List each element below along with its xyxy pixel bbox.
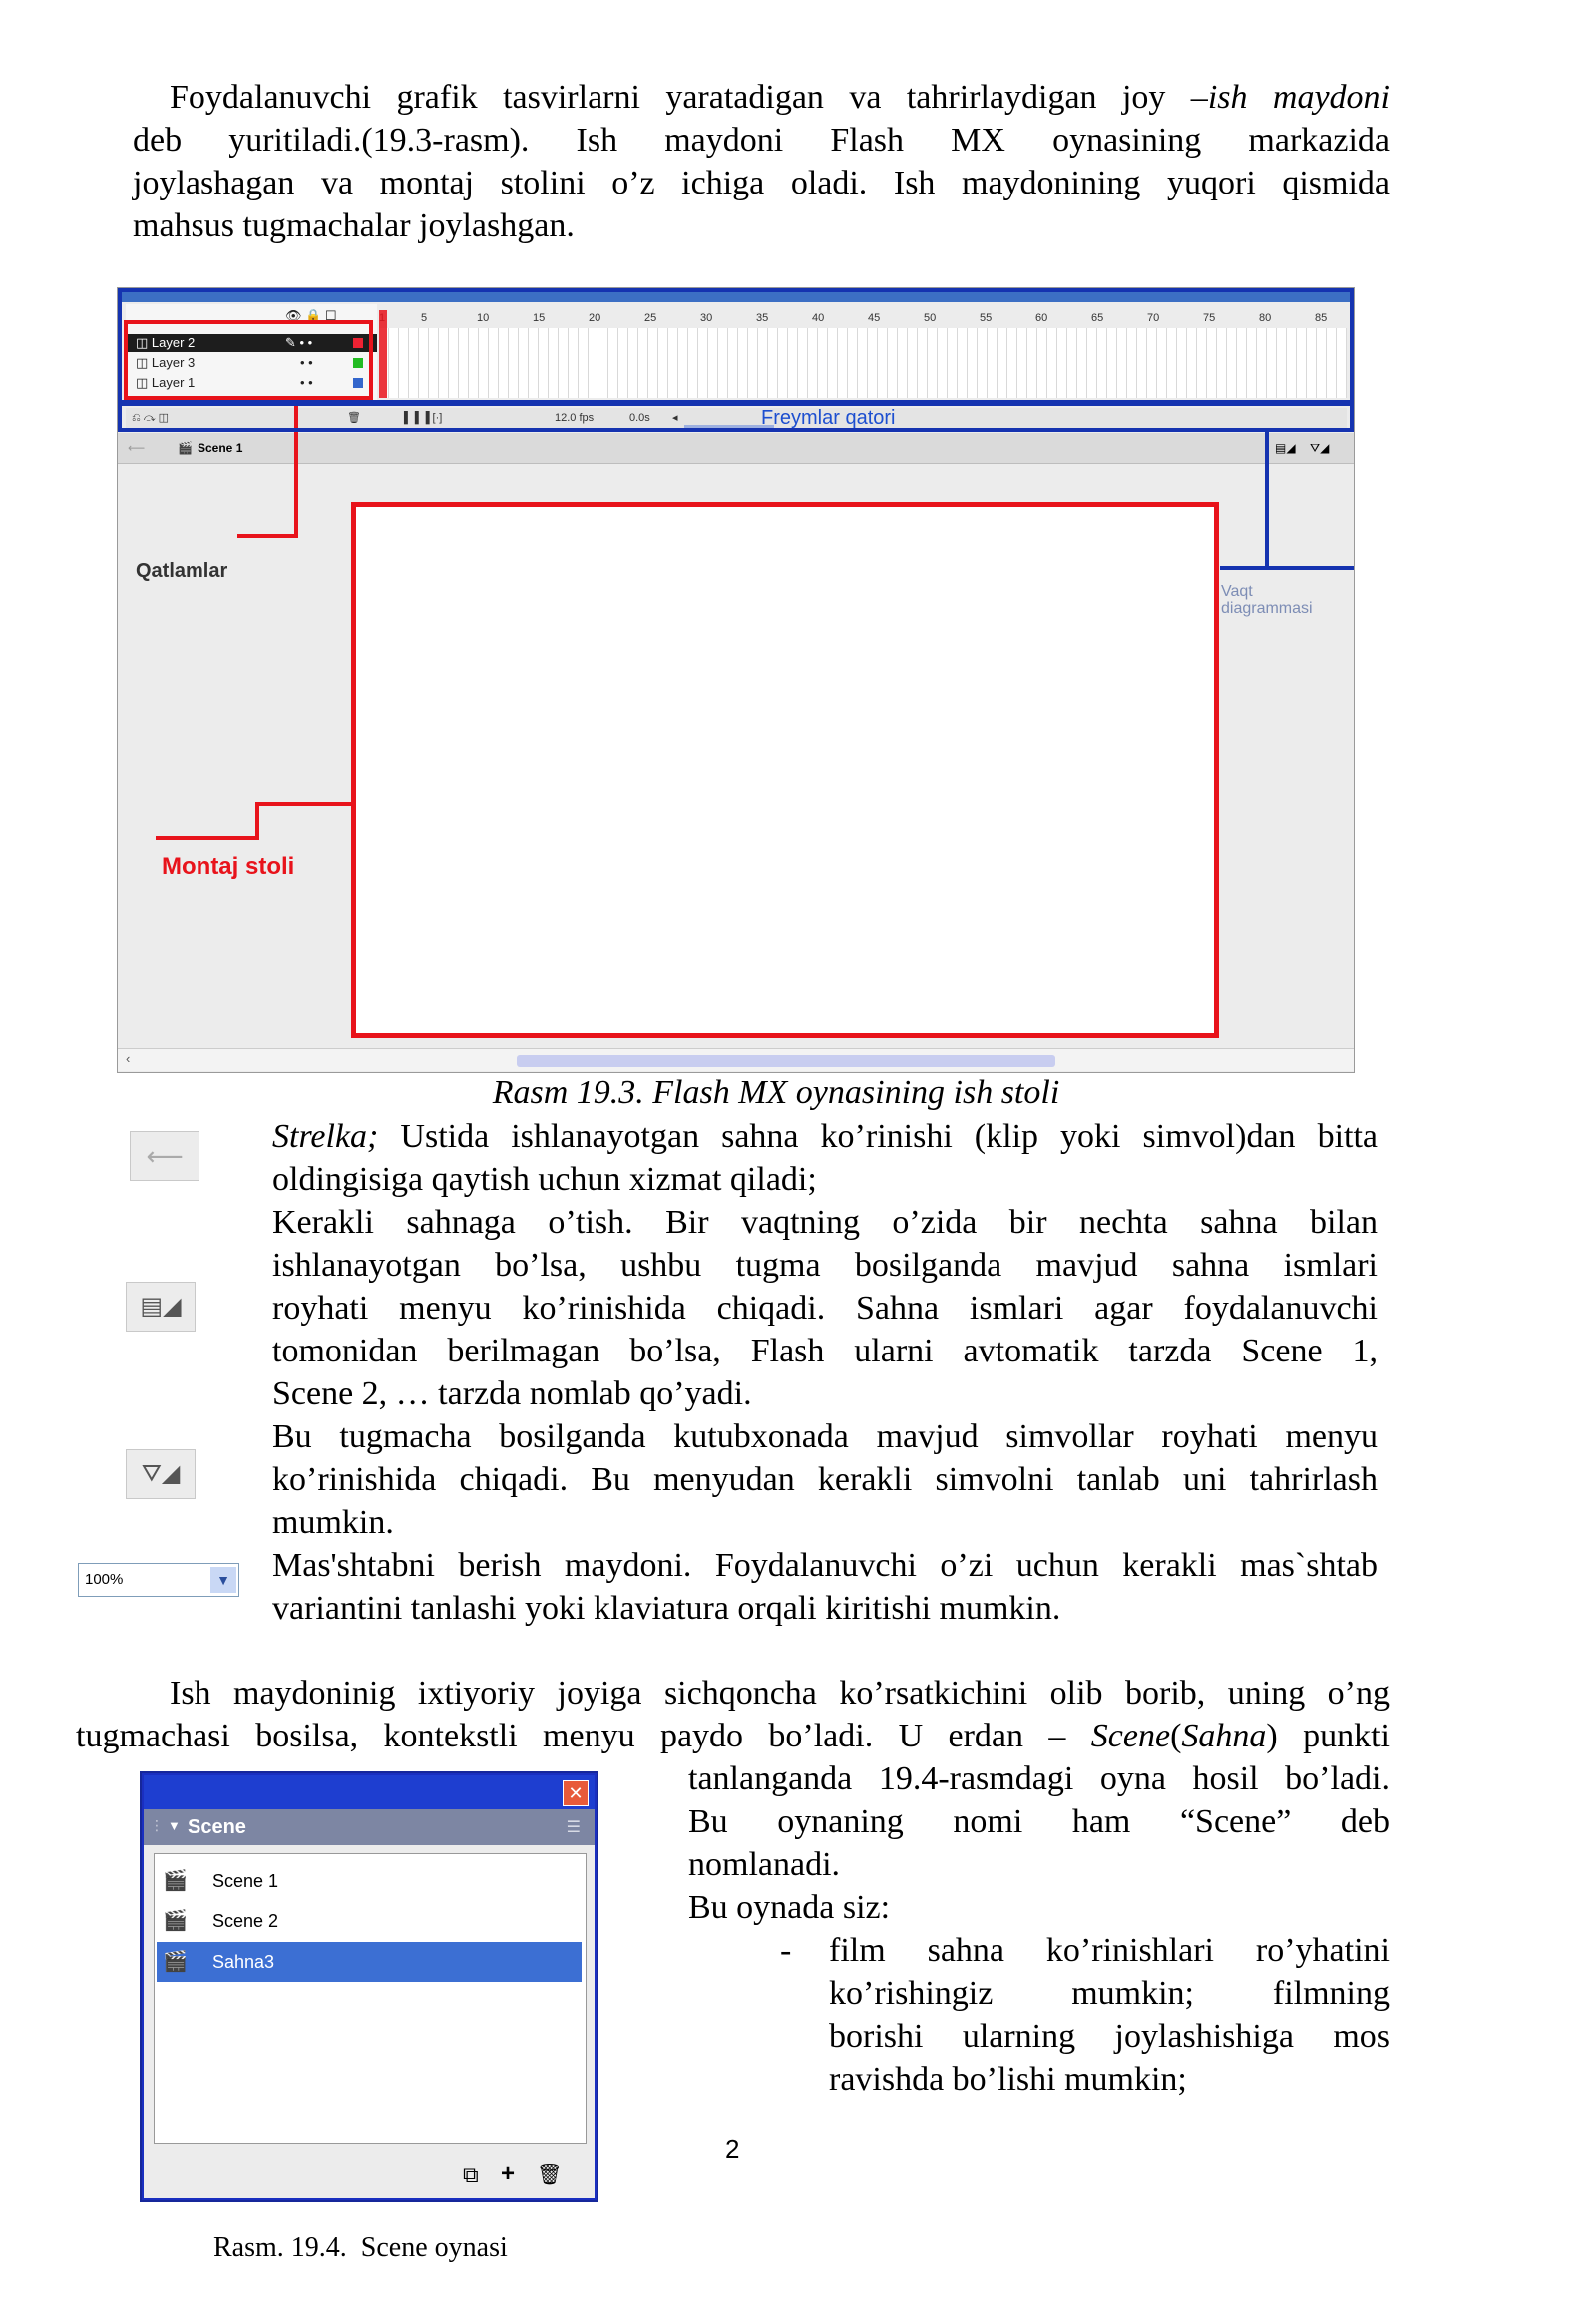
scene-breadcrumb[interactable]: Scene 1 [198,441,243,455]
delete-layer-icon[interactable]: 🗑 [347,412,361,424]
desc-strelka-title: Strelka; [272,1118,379,1155]
scene-panel-titlebar [144,1775,595,1809]
duplicate-scene-icon[interactable]: ⧉ [463,2162,479,2187]
scene-term: Scene [1090,1718,1171,1754]
layer-name: Layer 3 [151,355,196,370]
section2-line: tanlanganda 19.4-rasmdagi oyna hosil bo’ladi. [688,1760,1390,1797]
montaj-label: Montaj stoli [162,853,295,880]
zoom-dropdown [78,1563,239,1597]
montaj-connector [255,802,259,840]
scene-name: Scene 2 [212,1911,279,1931]
layer-toolbar-icons: 👁 🔒 ☐ [285,308,337,323]
vaqt-connector [1265,430,1269,570]
frame-number: 15 [533,312,546,324]
frame-number: 10 [477,312,490,324]
frame-number: 75 [1203,312,1216,324]
list-item[interactable] [157,1862,582,1900]
desc-line: Scene 2, … tarzda nomlab qo’yadi. [272,1375,752,1412]
horizontal-scrollbar[interactable] [118,1048,1354,1071]
frame-number: 50 [924,312,937,324]
frame-number: 65 [1091,312,1104,324]
desc-line: Mas'shtabni berish maydoni. Foydalanuvchi o’zi uchun kerakli mas`shtab [272,1547,1378,1584]
section2-line: nomlanadi. [688,1846,841,1883]
frame-number: 45 [868,312,881,324]
figure1-caption: Rasm 19.3. Flash MX oynasining ish stoli [492,1074,1060,1111]
chevron-down-icon: ▼ [210,1567,236,1593]
frame-number: 30 [700,312,713,324]
scene-icon: 🎬 [178,441,193,455]
add-layer-icon[interactable]: ⎌ ⤼ ◫ [132,412,170,424]
layer-name: Layer 2 [151,335,196,350]
desc-line: Bu tugmacha bosilganda kutubxonada mavjud simvollar royhati menyu [272,1418,1378,1455]
timeline-scroll-left-icon[interactable]: ◂ [672,412,678,424]
collapse-triangle-icon[interactable]: ▼ [168,1818,181,1833]
timeline-highlight-box [118,288,1354,404]
qatlamlar-connector [237,534,298,538]
vaqt-label [1221,583,1313,617]
time-readout: 0.0s [629,412,650,424]
bullet-item [829,1929,1390,2101]
intro-line-1: Foydalanuvchi grafik tasvirlarni yaratadigan va tahrirlaydigan joy – [170,79,1208,116]
frame-number: 40 [812,312,825,324]
intro-term-ish-maydoni: ish maydoni [1207,79,1390,116]
scrollbar-thumb[interactable] [517,1055,1055,1067]
bullet-line: borishi ularning joylashishiga mos [829,2018,1390,2055]
frame-number: 80 [1259,312,1272,324]
scene-panel-title: Scene [188,1816,246,1838]
edit-scene-icon[interactable]: ▤◢ [1275,441,1296,455]
montaj-connector [156,836,259,840]
scroll-left-icon[interactable]: ‹ [126,1051,131,1066]
montaj-connector [255,802,355,806]
scene-panel-footer [144,2154,595,2198]
desc-line: Kerakli sahnaga o’tish. Bir vaqtning o’zida bir nechta sahna bilan [272,1204,1378,1241]
desc-line: ishlanayotgan bo’lsa, ushbu tugma bosilganda mavjud sahna ismlari [272,1247,1378,1284]
bullet-dash: - [780,1932,792,1969]
list-item-selected[interactable] [157,1942,582,1982]
scene-icon: 🎬 [163,1910,188,1932]
section2-line: Bu oynada siz: [688,1889,891,1926]
add-scene-icon[interactable]: + [501,2160,516,2187]
section2-right [688,1757,1390,1929]
scene-list [144,1845,595,2154]
frame-number: 60 [1035,312,1048,324]
scene-name: Sahna3 [212,1952,275,1972]
icon-descriptions [272,1115,1378,1630]
stage-highlight-box [351,502,1219,1038]
intro-line-3: joylashagan va montaj stolini o’z ichiga oladi. Ish maydonining yuqori qismida [133,165,1390,201]
bullet-line: ravishda bo’lishi mumkin; [829,2061,1187,2098]
layer-row[interactable]: ◫ Layer 2 ✎ • • [126,334,377,352]
layer-row[interactable]: ◫ Layer 1 • • [126,374,377,392]
panel-options-icon[interactable]: ☰ [566,1819,581,1836]
edit-symbols-icon[interactable]: ⛛◢ [1310,441,1330,455]
desc-line: Ustida ishlanayotgan sahna ko’rinishi (klip yoki simvol)dan bitta [400,1118,1378,1155]
bullet-line: film sahna ko’rinishlari ro’yhatini [829,1932,1390,1969]
layer-row[interactable]: ◫ Layer 3 • • [126,354,377,372]
grip-icon[interactable]: ⋮ [150,1817,164,1833]
frame-number: 20 [589,312,601,324]
section2-line: punkti [1303,1718,1391,1754]
frame-number: 55 [980,312,993,324]
qatlamlar-label: Qatlamlar [136,560,228,581]
intro-line-4: mahsus tugmachalar joylashgan. [133,207,575,244]
edit-scene-icon: ▤◢ [126,1282,196,1332]
edit-bar [118,433,1354,464]
section2-line: Ish maydoninig ixtiyoriy joyiga sichqoncha ko’rsatkichini olib borib, uning o’ng [170,1675,1390,1712]
frame-number: 85 [1315,312,1328,324]
freymlar-label: Freymlar qatori [761,407,896,429]
list-item[interactable] [157,1902,582,1940]
close-icon[interactable]: ✕ [563,1780,589,1806]
frame-number: 35 [756,312,769,324]
page-number: 2 [725,2134,740,2164]
scene-panel-header [144,1809,595,1845]
scene-icon: 🎬 [163,1870,188,1892]
edit-symbols-icon: ⛛◢ [126,1449,196,1499]
section2-intro: Ish maydoninig ixtiyoriy joyiga sichqoncha ko’rsatkichini olib borib, uning o’ng tugmachasi bosilsa, kontekstli menyu paydo bo’ladi. U erdan – Scene(Sahna) punkti [76,1672,1390,1757]
bullet-line: ko’rishingiz mumkin; filmning [829,1975,1390,2012]
frame-number: 5 [421,312,428,324]
freymlar-highlight-box [118,402,1354,432]
section2-line: Bu oynaning nomi ham “Scene” deb [688,1803,1390,1840]
zoom-value: 100% [85,1571,124,1588]
desc-line: royhati menyu ko’rinishida chiqadi. Sahna ismlari agar foydalanuvchi [272,1290,1378,1327]
scene-icon: 🎬 [163,1951,188,1973]
back-arrow-icon: ⟵ [130,1131,200,1181]
desc-line: mumkin. [272,1504,394,1541]
desc-line: oldingisiga qaytish uchun xizmat qiladi; [272,1161,817,1198]
scene-panel [140,1771,598,2202]
desc-line: variantini tanlashi yoki klaviatura orqali kiritishi mumkin. [272,1590,1061,1627]
vaqt-label-line: diagrammasi [1221,600,1313,617]
fps-readout: 12.0 fps [555,412,595,424]
frame-number: 70 [1147,312,1160,324]
intro-line-2: deb yuritiladi.(19.3-rasm). Ish maydoni Flash MX oynasining markazida [133,122,1390,159]
onion-skin-icons[interactable]: ▐ ▐ ▐ [·] [400,412,443,424]
figure2-caption: Rasm. 19.4. Scene oynasi [213,2232,508,2263]
desc-line: tomonidan berilmagan bo’lsa, Flash ularni avtomatik tarzda Scene 1, [272,1333,1378,1369]
section2-line: tugmachasi bosilsa, kontekstli menyu paydo bo’ladi. U erdan – [76,1718,1066,1754]
intro-paragraph [133,76,1390,247]
vaqt-connector [1220,566,1354,570]
frame-number: 25 [644,312,657,324]
desc-line: ko’rinishida chiqadi. Bu menyudan kerakli simvolni tanlab uni tahrirlash [272,1461,1378,1498]
delete-scene-icon[interactable]: 🗑 [537,2164,563,2186]
scene-name: Scene 1 [212,1871,279,1891]
sahna-term: Sahna [1181,1718,1267,1754]
back-arrow-icon[interactable]: ⟵ [128,441,146,455]
flash-workspace-figure [117,287,1355,1073]
vaqt-label-line: Vaqt [1221,583,1253,600]
layer-name: Layer 1 [151,375,196,390]
